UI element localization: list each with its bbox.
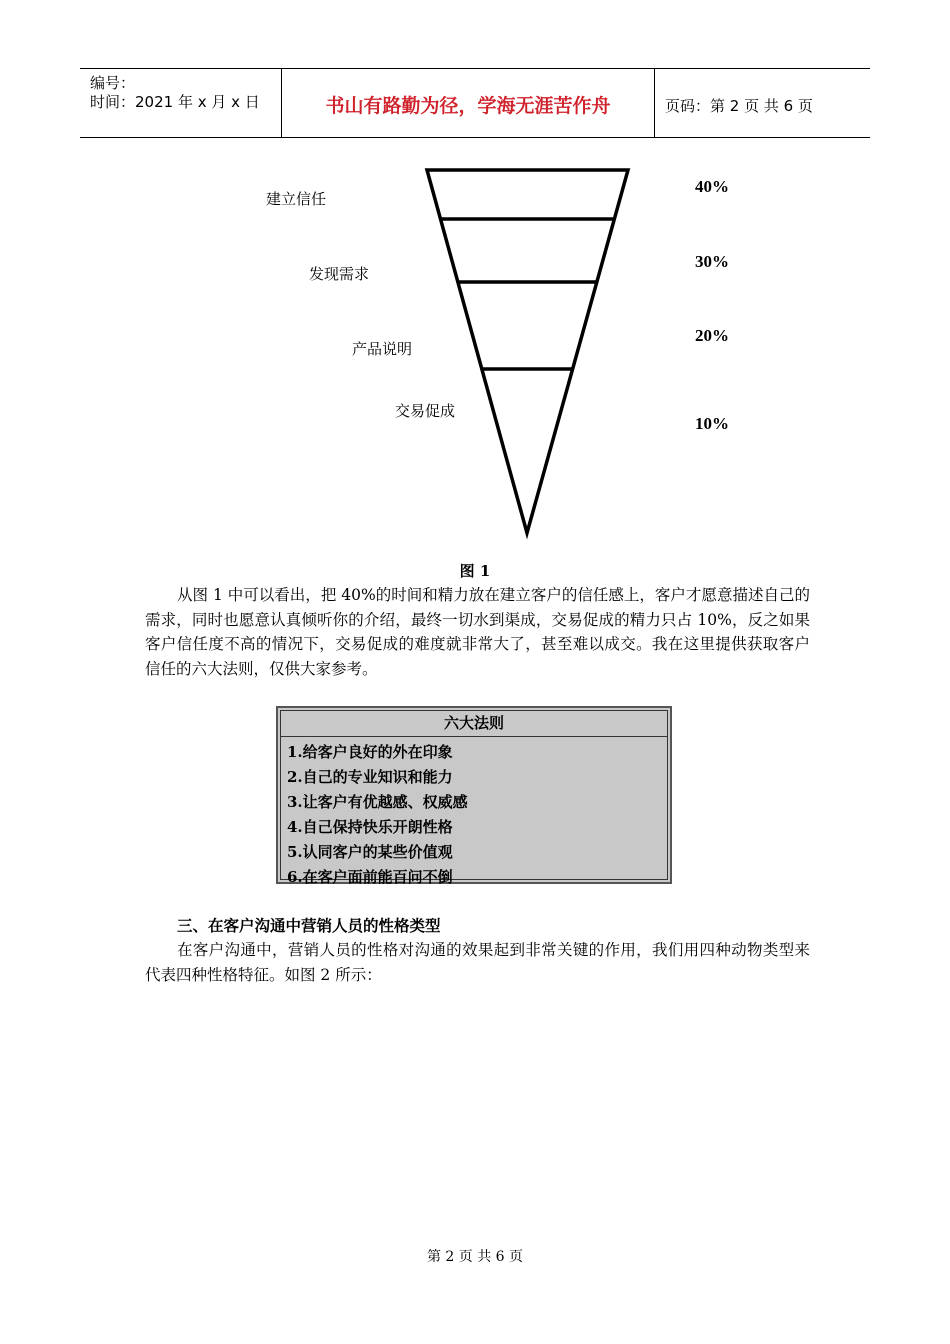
rule-item: 3.让客户有优越感、权威感: [287, 793, 468, 811]
figure-caption: 图 1: [459, 562, 491, 580]
page-footer: 第 2 页 共 6 页: [426, 1249, 524, 1265]
body-paragraph: 从图 1 中可以看出，把 40%的时间和精力放在建立客户的信任感上，客户才愿意描述自己的需求，同时也愿意认真倾听你的介绍，最终一切水到渠成，交易促成的精力只占 10%，反之如果客户信任度不高的情况下，交易促成的难度就非常大了，甚至难以成交。我在这里提供获取客户信任的六大法则，仅供大家参考。: [145, 586, 810, 678]
document-number: 编号：: [90, 74, 136, 92]
six-rules-box: [276, 706, 672, 884]
six-rules-title: 六大法则: [281, 711, 667, 737]
funnel-stage-label: 发现需求: [309, 265, 370, 283]
document-time: 时间：2021 年 x 月 x 日: [90, 93, 260, 111]
rule-item: 4.自己保持快乐开朗性格: [287, 818, 453, 836]
header-motto: 书山有路勤为径，学海无涯苦作舟: [325, 95, 611, 117]
body-paragraph: 在客户沟通中，营销人员的性格对沟通的效果起到非常关键的作用，我们用四种动物类型来代表四种性格特征。如图 2 所示：: [145, 941, 810, 984]
rule-item: 1.给客户良好的外在印象: [287, 743, 453, 761]
trust-funnel-diagram: [0, 0, 950, 560]
six-rules-inner: [280, 710, 668, 886]
funnel-outline: [427, 170, 628, 533]
rule-item: 6.在客户面前能百问不倒: [287, 868, 453, 886]
funnel-stage-percent: 40%: [695, 177, 729, 196]
rule-item: 2.自己的专业知识和能力: [287, 768, 453, 786]
funnel-stage-percent: 30%: [695, 252, 729, 271]
funnel-stage-label: 建立信任: [266, 190, 327, 208]
section-heading: 三、在客户沟通中营销人员的性格类型: [177, 916, 441, 935]
rule-item: 5.认同客户的某些价值观: [287, 843, 453, 861]
funnel-stage-label: 交易促成: [395, 402, 456, 420]
funnel-stage-label: 产品说明: [352, 340, 413, 358]
funnel-stage-percent: 20%: [695, 326, 729, 345]
header-page-number: 页码：第 2 页 共 6 页: [665, 97, 813, 115]
funnel-stage-percent: 10%: [695, 414, 729, 433]
